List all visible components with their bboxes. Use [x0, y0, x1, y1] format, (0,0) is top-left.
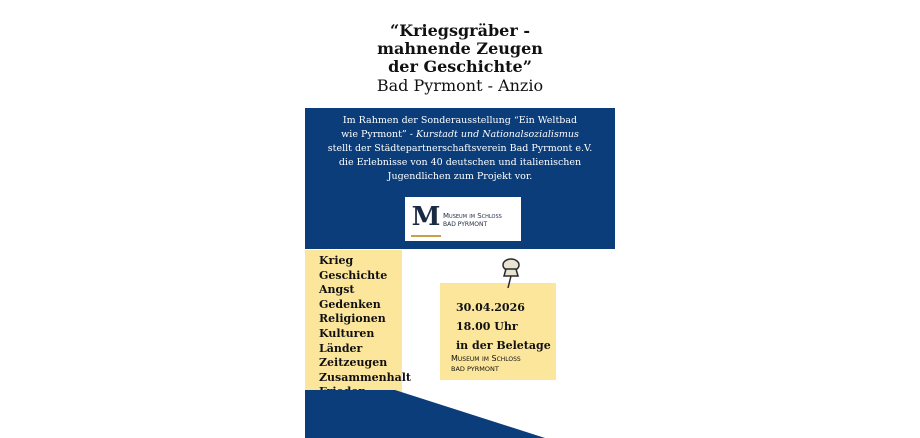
event-time: 18.00 Uhr [456, 320, 518, 333]
keyword-item: Länder [319, 341, 363, 355]
intro-line-1: Im Rahmen der Sonderausstellung “Ein Weltbad [342, 115, 578, 126]
title-line-2: mahnende Zeugen [377, 39, 543, 58]
keyword-item: Gedenken [319, 297, 381, 311]
event-details [456, 298, 551, 355]
intro-line-4: die Erlebnisse von 40 deutschen und italienischen [338, 157, 582, 168]
title-line-3: der Geschichte” [388, 57, 532, 76]
museum-logo [405, 197, 521, 241]
keyword-item: Kulturen [319, 326, 375, 340]
keyword-item: Angst [319, 283, 355, 297]
keyword-item: Geschichte [319, 268, 388, 282]
event-location: in der Beletage [456, 339, 551, 352]
poster-title [305, 22, 615, 76]
event-venue-name: Museum im Schloss [451, 354, 521, 363]
intro-text [305, 114, 615, 184]
event-venue [451, 353, 521, 375]
event-venue-city: BAD PYRMONT [451, 365, 499, 373]
museum-logo-city: BAD PYRMONT [443, 221, 488, 228]
intro-line-2-italic: Kurstadt und Nationalsozialismus [416, 129, 579, 140]
keyword-list [319, 254, 411, 400]
museum-logo-letter: M [411, 201, 441, 237]
intro-line-3: stellt der Städtepartnerschaftsverein Bad Pyrmont e.V. [327, 143, 593, 154]
museum-logo-name: Museum im Schloss [443, 212, 502, 220]
title-line-1: “Kriegsgräber - [390, 21, 530, 40]
keyword-item: Zusammenhalt [319, 370, 412, 384]
intro-line-2 [305, 128, 615, 142]
event-poster [305, 0, 615, 438]
event-date: 30.04.2026 [456, 301, 525, 314]
keyword-item: Zeitzeugen [319, 356, 388, 370]
intro-line-5: Jugendlichen zum Projekt vor. [387, 171, 533, 182]
keyword-item: Religionen [319, 312, 386, 326]
bottom-blue-shape [305, 390, 615, 438]
keyword-item: Krieg [319, 254, 354, 267]
poster-subtitle: Bad Pyrmont - Anzio [376, 76, 544, 95]
pushpin-icon [497, 256, 523, 290]
intro-line-2-plain: wie Pyrmont” - [341, 129, 417, 140]
